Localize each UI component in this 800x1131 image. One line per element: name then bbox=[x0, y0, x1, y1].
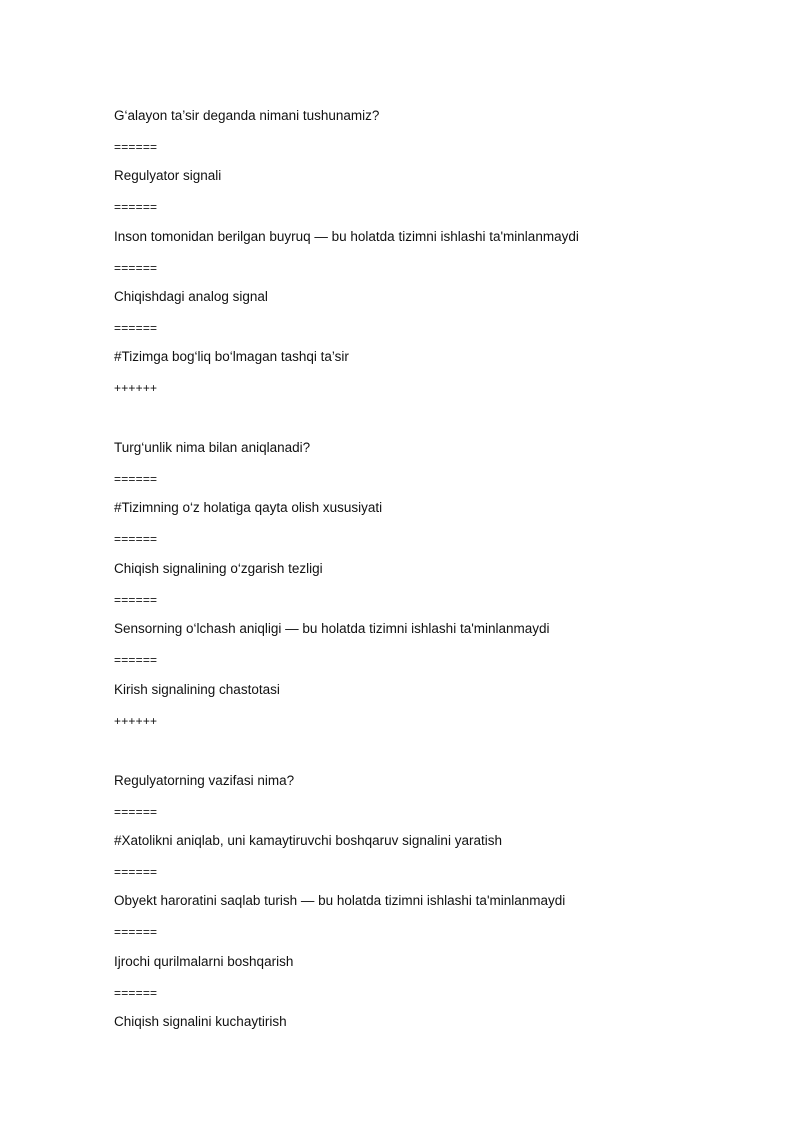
option-1-2: Inson tomonidan berilgan buyruq — bu holatda tizimni ishlashi ta'minlanmaydi bbox=[114, 229, 579, 244]
separator: ====== bbox=[114, 805, 158, 819]
separator: ====== bbox=[114, 593, 158, 607]
option-1-1: Regulyator signali bbox=[114, 168, 222, 183]
separator: ====== bbox=[114, 653, 158, 667]
separator: ====== bbox=[114, 472, 158, 486]
option-3-2: Obyekt haroratini saqlab turish — bu holatda tizimni ishlashi ta'minlanmaydi bbox=[114, 893, 566, 908]
separator: ====== bbox=[114, 321, 158, 335]
terminator: ++++++ bbox=[114, 381, 158, 395]
separator: ====== bbox=[114, 925, 158, 939]
option-1-3: Chiqishdagi analog signal bbox=[114, 289, 268, 304]
separator: ====== bbox=[114, 865, 158, 879]
option-3-1-correct: #Xatolikni aniqlab, uni kamaytiruvchi boshqaruv signalini yaratish bbox=[114, 833, 502, 848]
separator: ====== bbox=[114, 200, 158, 214]
option-2-2: Chiqish signalining o‘zgarish tezligi bbox=[114, 561, 323, 576]
separator: ====== bbox=[114, 532, 158, 546]
option-2-3: Sensorning o‘lchash aniqligi — bu holatda tizimni ishlashi ta'minlanmaydi bbox=[114, 621, 550, 636]
question-1: G‘alayon ta’sir deganda nimani tushunamiz? bbox=[114, 108, 380, 123]
separator: ====== bbox=[114, 140, 158, 154]
option-2-1-correct: #Tizimning o‘z holatiga qayta olish xususiyati bbox=[114, 500, 383, 515]
question-2: Turg‘unlik nima bilan aniqlanadi? bbox=[114, 440, 311, 455]
question-3: Regulyatorning vazifasi nima? bbox=[114, 773, 295, 788]
option-3-4: Chiqish signalini kuchaytirish bbox=[114, 1014, 287, 1029]
separator: ====== bbox=[114, 986, 158, 1000]
option-3-3: Ijrochi qurilmalarni boshqarish bbox=[114, 954, 294, 969]
option-2-4: Kirish signalining chastotasi bbox=[114, 682, 280, 697]
option-1-4-correct: #Tizimga bog‘liq bo‘lmagan tashqi ta’sir bbox=[114, 349, 349, 364]
separator: ====== bbox=[114, 261, 158, 275]
terminator: ++++++ bbox=[114, 714, 158, 728]
